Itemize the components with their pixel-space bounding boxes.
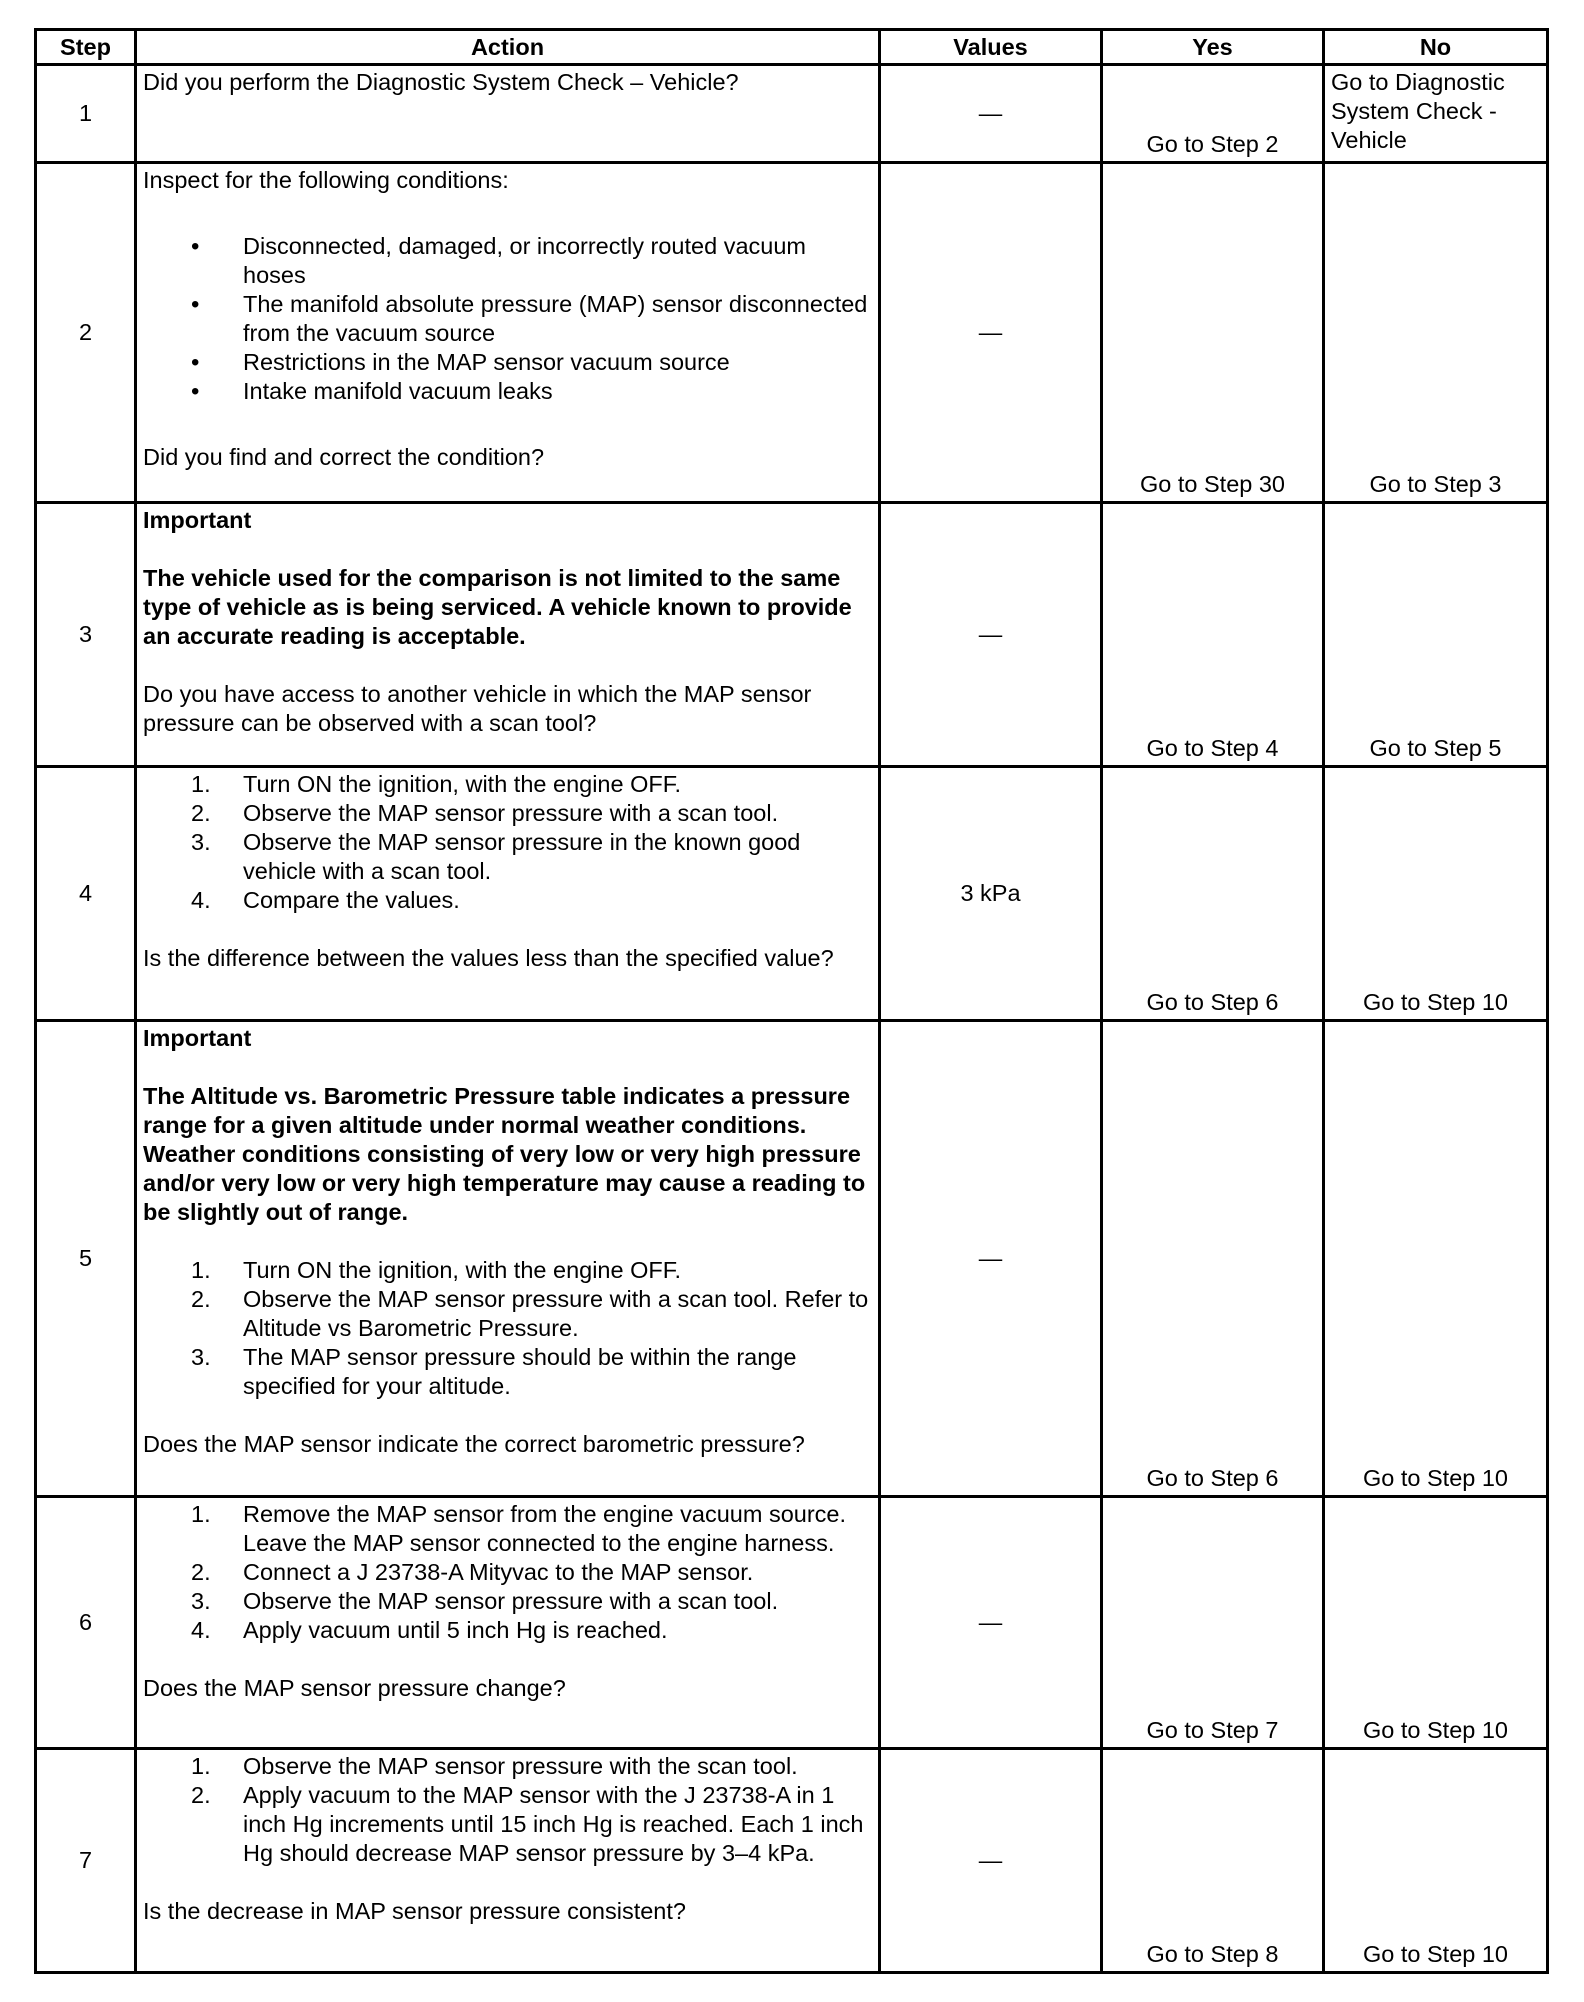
- step-number: 7: [36, 1749, 136, 1973]
- step-number: 6: [36, 1497, 136, 1749]
- list-item: 1. Turn ON the ignition, with the engine OFF.: [191, 771, 682, 797]
- procedure-list: [143, 1500, 872, 1645]
- table-row: [36, 1497, 1548, 1749]
- important-note: The Altitude vs. Barometric Pressure table indicates a pressure range for a given altitude under normal weather conditions. Weather conditions consisting of very low or very high pressure and/or very low or very high temperature may cause a reading to be slightly out of range.: [143, 1083, 866, 1225]
- important-note: The vehicle used for the comparison is not limited to the same type of vehicle as is being serviced. A vehicle known to provide an accurate reading is acceptable.: [143, 565, 852, 649]
- table-row: [36, 1021, 1548, 1497]
- diagnostic-table: [34, 28, 1549, 1974]
- list-item: 2. Observe the MAP sensor pressure with a scan tool. Refer to Altitude vs Barometric Pressure.: [191, 1286, 869, 1341]
- important-label: Important: [143, 507, 252, 533]
- list-item: • Restrictions in the MAP sensor vacuum source: [143, 348, 872, 377]
- yes-cell: Go to Step 6: [1102, 1021, 1324, 1497]
- step-number: 4: [36, 767, 136, 1021]
- action-cell: [136, 1749, 880, 1973]
- list-item: • Disconnected, damaged, or incorrectly routed vacuum hoses: [143, 232, 872, 290]
- action-cell: [136, 65, 880, 163]
- action-question: Did you find and correct the condition?: [143, 444, 545, 470]
- step-number: 2: [36, 163, 136, 503]
- list-item: 2. Observe the MAP sensor pressure with a scan tool.: [191, 800, 779, 826]
- procedure-list: [143, 770, 872, 915]
- step-number: 5: [36, 1021, 136, 1497]
- value-cell: —: [880, 163, 1102, 503]
- no-cell: Go to Step 10: [1324, 767, 1548, 1021]
- action-question: Did you perform the Diagnostic System Check – Vehicle?: [143, 69, 739, 95]
- action-question: Does the MAP sensor pressure change?: [143, 1675, 566, 1701]
- list-item: 4. Apply vacuum until 5 inch Hg is reached.: [191, 1617, 668, 1643]
- diagnostic-page: [34, 28, 1549, 1974]
- value-cell: —: [880, 1497, 1102, 1749]
- action-question: Do you have access to another vehicle in which the MAP sensor pressure can be observed with a scan tool?: [143, 681, 812, 736]
- procedure-list: [143, 1256, 872, 1401]
- no-cell: Go to Step 10: [1324, 1749, 1548, 1973]
- header-no: No: [1324, 30, 1548, 65]
- no-cell: Go to Step 3: [1324, 163, 1548, 503]
- table-row: [36, 1749, 1548, 1973]
- action-question: Is the difference between the values less than the specified value?: [143, 945, 834, 971]
- yes-cell: Go to Step 30: [1102, 163, 1324, 503]
- header-yes: Yes: [1102, 30, 1324, 65]
- yes-cell: Go to Step 7: [1102, 1497, 1324, 1749]
- value-cell: 3 kPa: [880, 767, 1102, 1021]
- action-question: Is the decrease in MAP sensor pressure consistent?: [143, 1898, 686, 1924]
- no-cell: Go to Step 10: [1324, 1497, 1548, 1749]
- action-intro: Inspect for the following conditions:: [143, 167, 509, 193]
- list-item: 3. Observe the MAP sensor pressure in the known good vehicle with a scan tool.: [191, 829, 801, 884]
- step-number: 3: [36, 503, 136, 767]
- header-step: Step: [36, 30, 136, 65]
- no-cell: Go to Diagnostic System Check - Vehicle: [1324, 65, 1548, 163]
- yes-cell: Go to Step 2: [1102, 65, 1324, 163]
- action-question: Does the MAP sensor indicate the correct barometric pressure?: [143, 1431, 805, 1457]
- value-cell: —: [880, 1021, 1102, 1497]
- list-item: 4. Compare the values.: [191, 887, 460, 913]
- action-cell: [136, 1021, 880, 1497]
- no-cell: Go to Step 10: [1324, 1021, 1548, 1497]
- value-cell: —: [880, 65, 1102, 163]
- action-cell: [136, 503, 880, 767]
- list-item: 2. Apply vacuum to the MAP sensor with the J 23738-A in 1 inch Hg increments until 15 inch Hg is reached. Each 1 inch Hg should decrease MAP sensor pressure by 3–4 kPa.: [191, 1782, 864, 1866]
- condition-list: [143, 232, 872, 406]
- header-values: Values: [880, 30, 1102, 65]
- list-item: 1. Turn ON the ignition, with the engine OFF.: [191, 1257, 682, 1283]
- list-item: • The manifold absolute pressure (MAP) sensor disconnected from the vacuum source: [143, 290, 872, 348]
- list-item: 3. Observe the MAP sensor pressure with a scan tool.: [191, 1588, 779, 1614]
- list-item: 1. Observe the MAP sensor pressure with the scan tool.: [191, 1753, 798, 1779]
- table-row: [36, 65, 1548, 163]
- step-number: 1: [36, 65, 136, 163]
- action-cell: [136, 163, 880, 503]
- list-item: 3. The MAP sensor pressure should be within the range specified for your altitude.: [191, 1344, 797, 1399]
- list-item: 2. Connect a J 23738-A Mityvac to the MAP sensor.: [191, 1559, 754, 1585]
- value-cell: —: [880, 503, 1102, 767]
- table-row: [36, 503, 1548, 767]
- procedure-list: [143, 1752, 872, 1868]
- yes-cell: Go to Step 4: [1102, 503, 1324, 767]
- important-label: Important: [143, 1025, 252, 1051]
- list-item: • Intake manifold vacuum leaks: [143, 377, 872, 406]
- list-item: 1. Remove the MAP sensor from the engine vacuum source. Leave the MAP sensor connected to the engine harness.: [191, 1501, 847, 1556]
- value-cell: —: [880, 1749, 1102, 1973]
- yes-cell: Go to Step 6: [1102, 767, 1324, 1021]
- header-action: Action: [136, 30, 880, 65]
- action-cell: [136, 767, 880, 1021]
- table-header-row: [36, 30, 1548, 65]
- yes-cell: Go to Step 8: [1102, 1749, 1324, 1973]
- table-row: [36, 163, 1548, 503]
- table-row: [36, 767, 1548, 1021]
- no-cell: Go to Step 5: [1324, 503, 1548, 767]
- action-cell: [136, 1497, 880, 1749]
